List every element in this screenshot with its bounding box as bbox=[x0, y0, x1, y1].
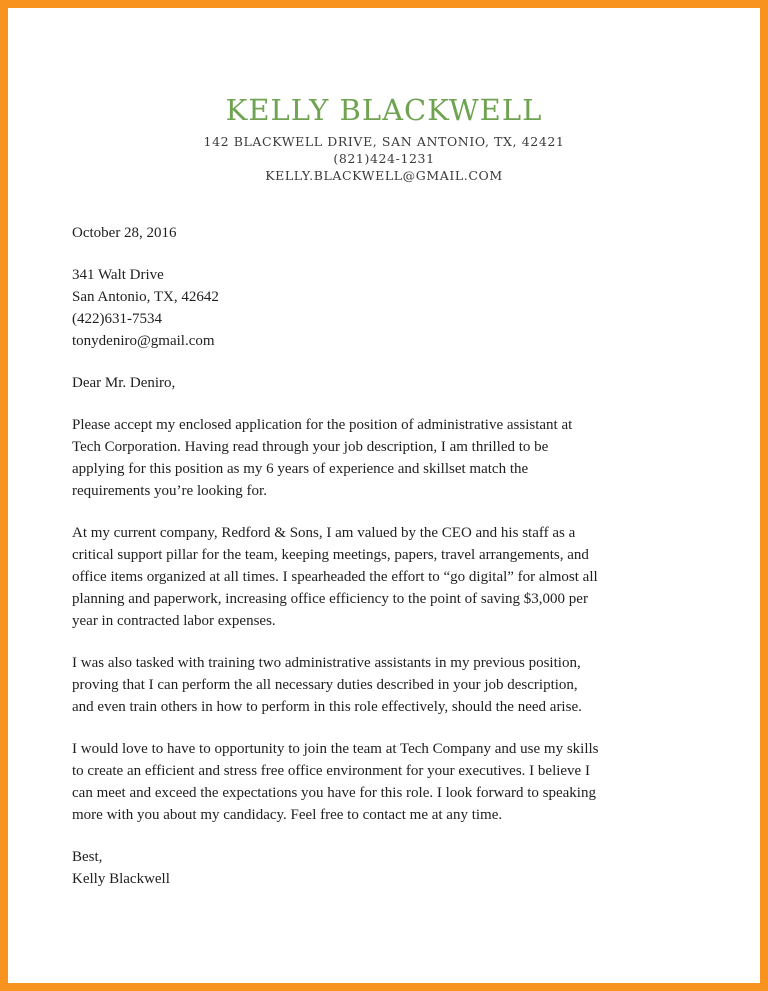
body-paragraph-1: Please accept my enclosed application for the position of administrative assistant at Tech Corporation. Having read through your job description, I am thrilled to be applying for this position as my 6 years of experience and skillset match the requirements you’re looking for. bbox=[72, 417, 573, 499]
sender-phone: (821)424-1231 bbox=[333, 151, 435, 166]
recipient-address-line2: San Antonio, TX, 42642 bbox=[72, 289, 219, 305]
recipient-email: tonydeniro@gmail.com bbox=[72, 333, 215, 349]
sender-contact-block bbox=[8, 133, 760, 184]
closing: Best, bbox=[72, 849, 103, 865]
recipient-phone: (422)631-7534 bbox=[72, 311, 162, 327]
body-paragraph-3: I was also tasked with training two administrative assistants in my previous position, proving that I can perform the all necessary duties described in your job description, and even train others in how to perform in this role effectively, should the need arise. bbox=[72, 655, 582, 715]
sender-address: 142 BLACKWELL DRIVE, SAN ANTONIO, TX, 42421 bbox=[203, 134, 565, 149]
closing-block bbox=[72, 846, 712, 890]
body-paragraph-2: At my current company, Redford & Sons, I am valued by the CEO and his staff as a critical support pillar for the team, keeping meetings, papers, travel arrangements, and office items organized at all times. I spearheaded the effort to “go digital” for almost all planning and paperwork, increasing office efficiency to the point of saving $3,000 per year in contracted labor expenses. bbox=[72, 525, 598, 629]
recipient-block bbox=[72, 264, 712, 352]
salutation: Dear Mr. Deniro, bbox=[72, 375, 176, 391]
body-paragraph-4: I would love to have to opportunity to join the team at Tech Company and use my skills to create an efficient and stress free office environment for your executives. I believe I can meet and exceed the expectations you have for this role. I look forward to speaking more with you about my candidacy. Feel free to contact me at any time. bbox=[72, 741, 599, 823]
recipient-address-line1: 341 Walt Drive bbox=[72, 267, 164, 283]
signature: Kelly Blackwell bbox=[72, 871, 170, 887]
sender-email: KELLY.BLACKWELL@GMAIL.COM bbox=[265, 168, 503, 183]
sender-name: KELLY BLACKWELL bbox=[225, 93, 543, 127]
letter-header bbox=[8, 92, 760, 184]
letter-body bbox=[8, 222, 760, 890]
letter-date: October 28, 2016 bbox=[72, 225, 177, 241]
